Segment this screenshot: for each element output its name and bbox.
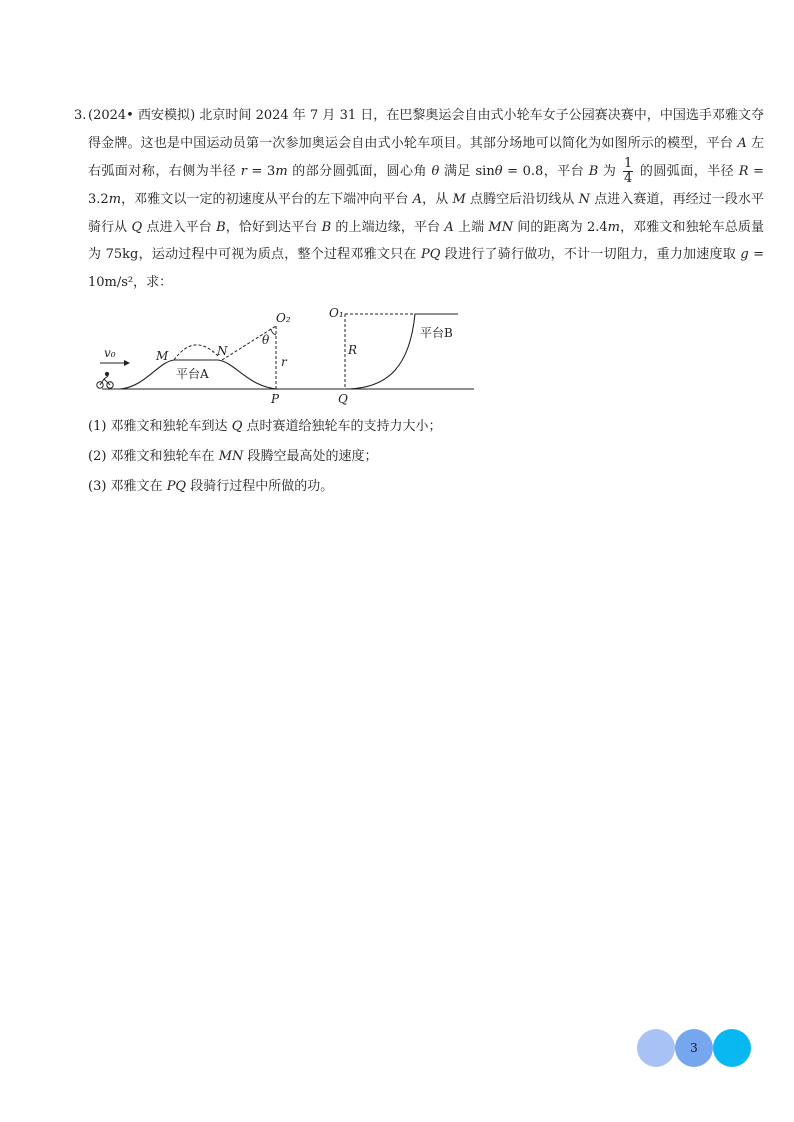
label-p: P bbox=[271, 392, 280, 406]
label-theta: θ bbox=[262, 333, 270, 347]
page-indicator bbox=[637, 1029, 751, 1067]
label-o2: O₂ bbox=[276, 311, 291, 325]
problem-statement: (2024• 西安模拟) 北京时间 2024 年 7 月 31 日，在巴黎奥运会自由式小轮车女子公园赛决赛中，中国选手邓雅文夺得金牌。这也是中国运动员第一次参加奥运会自由式小轮车项目。其部分场地可以简化为如图所示的模型，平台 A 左右弧面对称，右侧为半径 r = 3m 的部分圆弧面，圆心角 θ 满足 sinθ = 0.8，平台 B 为 $\frac{1}{4}$ 的圆弧面，半径 R = 3.2m，邓雅文以一定的初速度从平台的左下端冲向平台 A，从 M 点腾空后沿切线从 N 点进入赛道，再经过一段水平骑行从 Q 点进入平台 B，恰好到达平台 B 的上端边缘，平台 A 上端 MN 间的距离为 2.4m，邓雅文和独轮车总质量为 75kg，运动过程中可视为质点，整个过程邓雅文只在 PQ 段进行了骑行做功，不计一切阻力，重力加速度取 g = 10m/s²，求： bbox=[88, 108, 765, 290]
question-2: (2) 邓雅文和独轮车在 MN 段腾空最高处的速度； bbox=[88, 449, 378, 464]
page-dot-left bbox=[637, 1029, 675, 1067]
angle-arc bbox=[271, 329, 276, 335]
page-dot-right bbox=[713, 1029, 751, 1067]
label-n: N bbox=[217, 344, 228, 358]
label-platform-a: 平台A bbox=[176, 367, 209, 381]
track-diagram bbox=[90, 304, 480, 408]
problem-3 bbox=[74, 102, 764, 296]
problem-number: 3. bbox=[74, 108, 87, 123]
velocity-arrowhead bbox=[124, 360, 130, 366]
cyclist-icon bbox=[97, 372, 113, 388]
label-big-r: R bbox=[348, 343, 358, 357]
label-platform-b: 平台B bbox=[420, 326, 453, 340]
label-m: M bbox=[156, 349, 169, 363]
question-1: (1) 邓雅文和独轮车到达 Q 点时赛道给独轮车的支持力大小； bbox=[88, 419, 442, 434]
fraction-one-quarter: $\frac{1}{4}$ bbox=[624, 156, 633, 186]
question-list bbox=[88, 412, 728, 502]
label-o1: O₁ bbox=[329, 306, 344, 320]
flight-arc bbox=[174, 345, 218, 360]
label-r: r bbox=[281, 355, 287, 369]
page-number: 3 bbox=[690, 1041, 698, 1055]
label-q: Q bbox=[338, 392, 348, 406]
label-v0: v₀ bbox=[104, 346, 116, 360]
problem-source: (2024• 西安模拟) bbox=[88, 108, 196, 123]
question-3: (3) 邓雅文在 PQ 段骑行过程中所做的功。 bbox=[88, 479, 334, 494]
